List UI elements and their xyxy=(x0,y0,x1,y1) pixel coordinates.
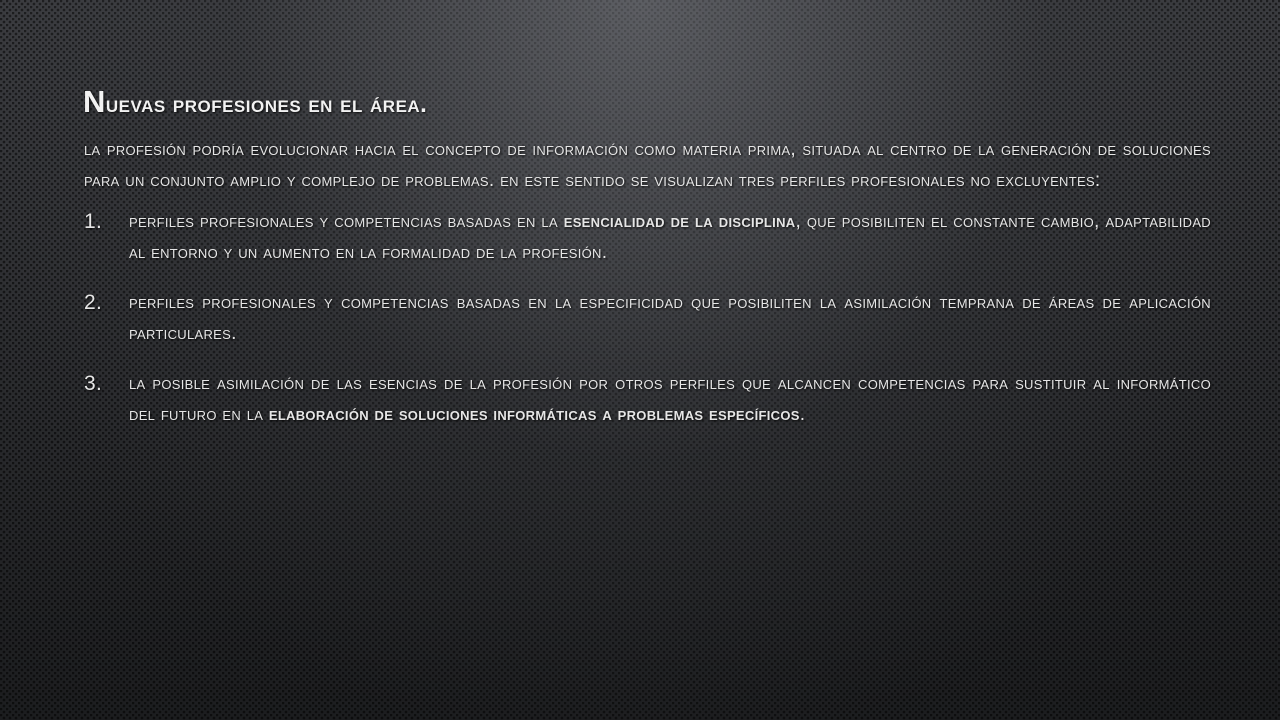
list-item-text: perfiles profesionales y competencias basadas en la especificidad que posibiliten la asimilación temprana de áreas de aplicación particulares. xyxy=(129,292,1211,344)
list-item xyxy=(84,288,1211,349)
list-item-number: 2. xyxy=(84,291,103,314)
list-item-text-end: , que posibiliten el constante cambio, adaptabilidad al entorno y un aumento en la formalidad de la profesión. xyxy=(129,211,1211,263)
list-item-emphasis: esencialidad de la disciplina xyxy=(563,211,796,232)
list-item xyxy=(84,369,1211,430)
list-item-text-end: . xyxy=(799,403,806,425)
list-item-text: perfiles profesionales y competencias basadas en la xyxy=(129,211,564,232)
list-item-emphasis: elaboración de soluciones informáticas a problemas específicos xyxy=(268,403,800,425)
list-item-number: 1. xyxy=(84,210,103,233)
slide-title xyxy=(83,84,427,120)
slide-title-initial: N xyxy=(83,84,106,119)
list-item-text: la posible asimilación de las esencias de la profesión por otros perfiles que alcancen competencias para sustituir al informático del futuro en la xyxy=(129,373,1211,425)
intro-paragraph: la profesión podría evolucionar hacia el concepto de información como materia prima, situada al centro de la generación de soluciones para un conjunto amplio y complejo de problemas. en este sentido se visualizan tres perfiles profesionales no excluyentes: xyxy=(84,139,1211,191)
list-item xyxy=(84,207,1211,268)
profiles-list xyxy=(84,207,1211,430)
slide-body xyxy=(84,135,1211,450)
slide-title-rest: uevas profesiones en el área. xyxy=(105,91,428,118)
list-item-number: 3. xyxy=(84,372,103,395)
